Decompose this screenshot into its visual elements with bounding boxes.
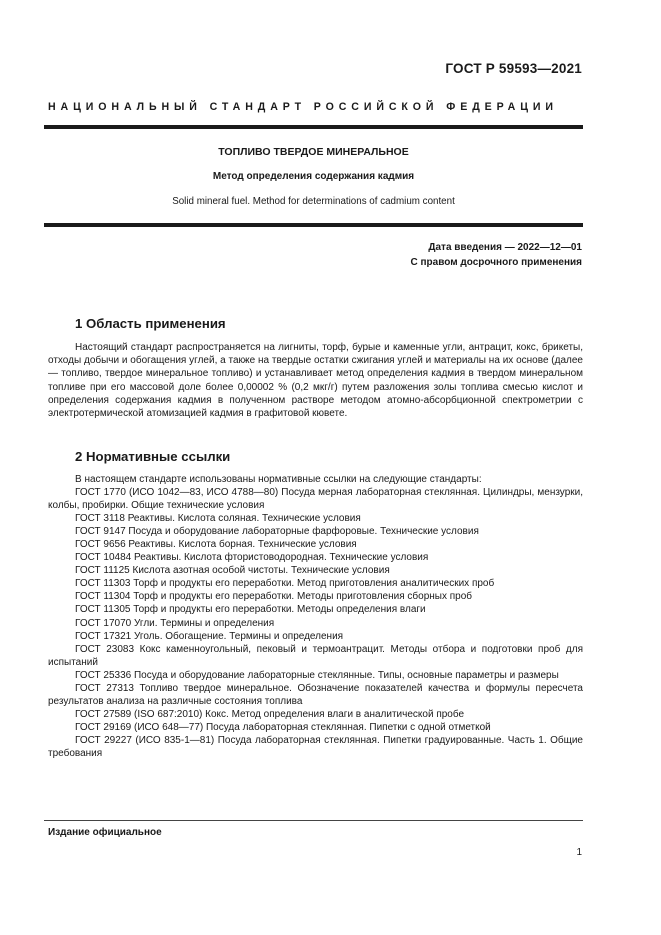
bottom-title-rule bbox=[44, 223, 583, 227]
reference-item: ГОСТ 11303 Торф и продукты его переработки. Метод приготовления аналитических проб bbox=[75, 578, 495, 590]
reference-item: ГОСТ 29169 (ИСО 648—77) Посуда лабораторная стеклянная. Пипетки с одной отметкой bbox=[75, 721, 491, 733]
section-2-heading: 2 Нормативные ссылки bbox=[75, 449, 231, 464]
reference-item: ГОСТ 11304 Торф и продукты его переработки. Методы приготовления сборных проб bbox=[75, 591, 473, 603]
reference-item: ГОСТ 17321 Уголь. Обогащение. Термины и определения bbox=[75, 630, 344, 642]
reference-item: ГОСТ 29227 (ИСО 835-1—81) Посуда лабораторная стеклянная. Пипетки градуированные. Часть 1. Общие требования bbox=[48, 734, 583, 759]
introduction-date: Дата введения — 2022—12—01 bbox=[428, 242, 582, 253]
reference-item: ГОСТ 10484 Реактивы. Кислота фтористоводородная. Технические условия bbox=[75, 552, 429, 564]
document-title: ТОПЛИВО ТВЕРДОЕ МИНЕРАЛЬНОЕ bbox=[218, 146, 409, 158]
reference-item: ГОСТ 25336 Посуда и оборудование лабораторные стеклянные. Типы, основные параметры и размеры bbox=[75, 669, 559, 681]
reference-item: ГОСТ 9656 Реактивы. Кислота борная. Технические условия bbox=[75, 539, 357, 551]
standard-code: ГОСТ Р 59593—2021 bbox=[445, 61, 582, 76]
early-application-note: С правом досрочного применения bbox=[410, 257, 582, 268]
reference-item: ГОСТ 27589 (ISO 687:2010) Кокс. Метод определения влаги в аналитической пробе bbox=[75, 708, 465, 720]
reference-item: ГОСТ 23083 Кокс каменноугольный, пековый и термоантрацит. Методы отбора и подготовки проб для испытаний bbox=[48, 643, 583, 668]
reference-item: ГОСТ 17070 Угли. Термины и определения bbox=[75, 617, 275, 629]
dates-block bbox=[411, 240, 582, 270]
official-edition-note: Издание официальное bbox=[48, 827, 162, 838]
section-1-heading: 1 Область применения bbox=[75, 316, 226, 331]
reference-item: ГОСТ 1770 (ИСО 1042—83, ИСО 4788—80) Посуда мерная лабораторная стеклянная. Цилиндры, мензурки, колбы, пробирки. Общие технические условия bbox=[48, 487, 583, 512]
reference-item: ГОСТ 11125 Кислота азотная особой чистоты. Технические условия bbox=[75, 565, 390, 577]
reference-item: ГОСТ 27313 Топливо твердое минеральное. Обозначение показателей качества и формулы пересчета результатов анализа на различные состояния топлива bbox=[48, 682, 583, 707]
document-subtitle: Метод определения содержания кадмия bbox=[212, 171, 415, 182]
reference-item: ГОСТ 11305 Торф и продукты его переработки. Методы определения влаги bbox=[75, 604, 426, 616]
reference-item: ГОСТ 3118 Реактивы. Кислота соляная. Технические условия bbox=[75, 513, 361, 525]
national-standard-title: НАЦИОНАЛЬНЫЙ СТАНДАРТ РОССИЙСКОЙ ФЕДЕРАЦИИ bbox=[48, 101, 558, 113]
references-intro: В настоящем стандарте использованы нормативные ссылки на следующие стандарты: bbox=[75, 474, 482, 485]
section-1-text: Настоящий стандарт распространяется на лигниты, торф, бурые и каменные угли, антрацит, кокс, брикеты, отходы добычи и обогащения углей, а также на твердые остатки сжигания углей и материалы на их основе (далее — топливо, твердое минеральное топливо) и устанавливает метод определения кадмия в твердом минеральном топливе при его массовой доле более 0,00002 % (0,2 мкг/г) путем разложения золы топлива смесью кислот и определения содержания кадмия в полученном растворе методом атомно-абсорбционной спектрометрии с электротермической атомизацией кадмия в графитовой кювете. bbox=[48, 342, 583, 420]
reference-item: ГОСТ 9147 Посуда и оборудование лабораторные фарфоровые. Технические условия bbox=[75, 526, 479, 538]
top-rule bbox=[44, 125, 583, 129]
english-title: Solid mineral fuel. Method for determinations of cadmium content bbox=[172, 196, 455, 207]
footer-rule bbox=[44, 820, 583, 821]
page-number: 1 bbox=[576, 847, 582, 858]
references-list bbox=[48, 473, 583, 760]
